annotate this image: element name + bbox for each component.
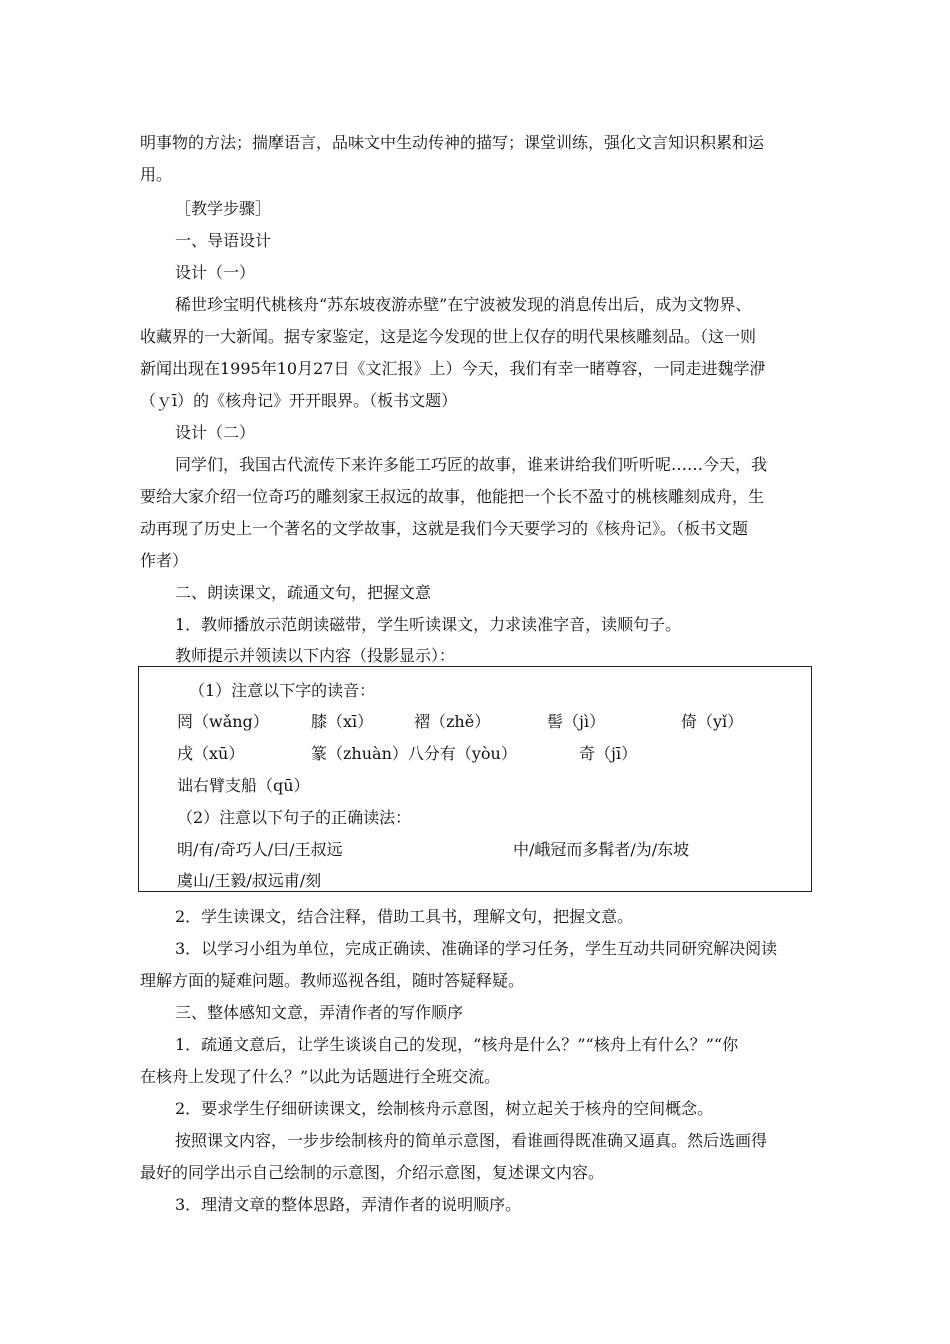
pronunciation-item: 篆（zhuàn）八分有（yòu）	[311, 744, 517, 763]
paragraph-line: 新闻出现在1995年10月27日《文汇报》上）今天，我们有幸一睹尊容，一同走进魏学洢	[140, 359, 766, 378]
sub-heading: 设计（一）	[175, 263, 256, 282]
pronunciation-item: 倚（yǐ）	[681, 712, 744, 731]
section-heading: 三、整体感知文意，弄清作者的写作顺序	[175, 1003, 464, 1022]
paragraph-line: 收藏界的一大新闻。据专家鉴定，这是迄今发现的世上仅存的明代果核雕刻品。（这一则	[140, 327, 757, 346]
box-note: （2）注意以下句子的正确读法：	[177, 808, 412, 827]
pronunciation-item: 髻（jì）	[547, 712, 606, 731]
section-heading: ［教学步骤］	[175, 199, 272, 218]
list-item: 2．要求学生仔细研读课文，绘制核舟示意图，树立起关于核舟的空间概念。	[175, 1099, 714, 1118]
paragraph-line: 稀世珍宝明代桃核舟“苏东坡夜游赤壁”在宁波被发现的消息传出后，成为文物界、	[175, 295, 752, 314]
paragraph-line: 在核舟上发现了什么？”以此为话题进行全班交流。	[140, 1067, 501, 1086]
pronunciation-item: 奇（jī）	[579, 744, 638, 763]
paragraph-line: 作者）	[140, 551, 189, 570]
pronunciation-item: 戌（xū）	[177, 744, 245, 763]
paragraph-line: 最好的同学出示自己绘制的示意图，介绍示意图，复述课文内容。	[140, 1163, 605, 1182]
list-item: 1．疏通文意后，让学生谈谈自己的发现，“核舟是什么？”“核舟上有什么？”“你	[175, 1035, 739, 1054]
list-item: 3．以学习小组为单位，完成正确读、准确译的学习任务，学生互动共同研究解决阅读	[175, 939, 778, 958]
pronunciation-item: 膝（xī）	[311, 712, 374, 731]
list-item: 1．教师播放示范朗读磁带，学生听读课文，力求读准字音，读顺句子。	[175, 615, 682, 634]
paragraph-line: 同学们，我国古代流传下来许多能工巧匠的故事，谁来讲给我们听听呢……今天，我	[175, 455, 768, 474]
pronunciation-box	[138, 666, 812, 892]
box-note: （1）注意以下字的读音：	[189, 681, 376, 700]
sentence-reading: 虞山/王毅/叔远甫/刻	[177, 871, 322, 890]
pronunciation-item: 褶（zhě）	[414, 712, 491, 731]
paragraph-line: 用。	[140, 165, 173, 184]
sentence-reading: 中/峨冠而多髯者/为/东坡	[513, 840, 690, 859]
section-heading: 一、导语设计	[175, 231, 272, 250]
paragraph-line: 明事物的方法；揣摩语言，品味文中生动传神的描写；课堂训练，强化文言知识积累和运	[140, 133, 765, 152]
paragraph-line: 要给大家介绍一位奇巧的雕刻家王叔远的故事，他能把一个长不盈寸的桃核雕刻成舟，生	[140, 487, 765, 506]
pronunciation-item: 诎右臂支船（qū）	[177, 776, 310, 795]
section-heading: 二、朗读课文，疏通文句，把握文意	[175, 583, 432, 602]
paragraph-line: 理解方面的疑难问题。教师巡视各组，随时答疑释疑。	[140, 971, 525, 990]
sub-heading: 设计（二）	[175, 423, 256, 442]
sentence-reading: 明/有/奇巧人/曰/王叔远	[177, 840, 343, 859]
list-item: 2．学生读课文，结合注释，借助工具书，理解文句，把握文意。	[175, 907, 634, 926]
pronunciation-item: 罔（wǎng）	[177, 712, 269, 731]
paragraph-line: 按照课文内容，一步步绘制核舟的简单示意图，看谁画得既准确又逼真。然后选画得	[175, 1131, 768, 1150]
paragraph-line: 动再现了历史上一个著名的文学故事，这就是我们今天要学习的《核舟记》。（板书文题	[140, 519, 749, 538]
paragraph-line: 教师提示并领读以下内容（投影显示）：	[175, 646, 456, 665]
paragraph-line: （ｙī）的《核舟记》开开眼界。（板书文题）	[140, 391, 458, 410]
list-item: 3．理清文章的整体思路，弄清作者的说明顺序。	[175, 1195, 522, 1214]
